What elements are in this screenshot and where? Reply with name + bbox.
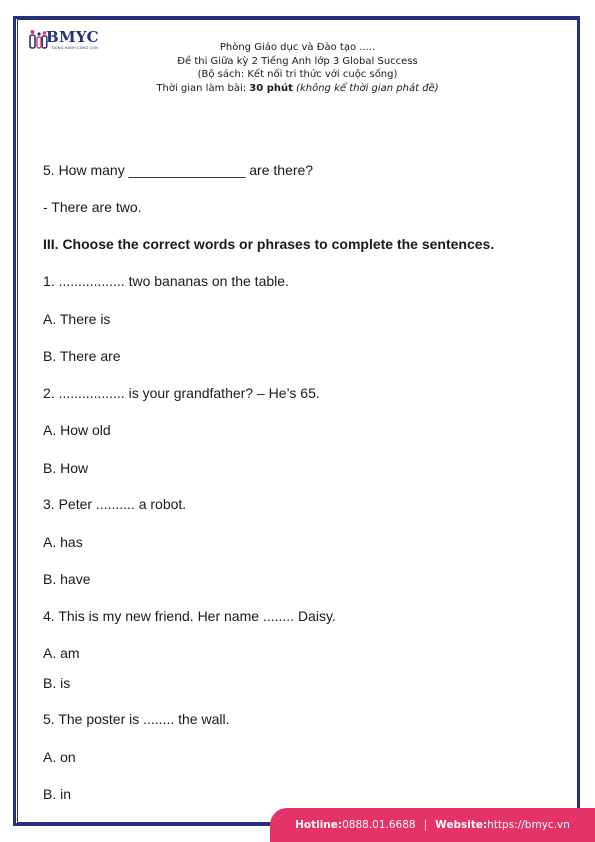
answer-text: - There are two. xyxy=(43,199,142,215)
option-3b: B. have xyxy=(43,571,91,587)
hotline-value[interactable]: 0888.01.6688 xyxy=(342,819,416,831)
section-heading: III. Choose the correct words or phrases to complete the sentences. xyxy=(43,236,495,252)
header-line-4 xyxy=(0,82,595,96)
option-3a: A. has xyxy=(43,534,83,550)
question-3: 3. Peter .......... a robot. xyxy=(43,496,187,512)
option-2a: A. How old xyxy=(43,422,111,438)
option-4b: B. is xyxy=(43,675,71,691)
footer-separator: | xyxy=(423,819,428,831)
option-4a: A. am xyxy=(43,645,80,661)
header-line-2: Đề thi Giữa kỳ 2 Tiếng Anh lớp 3 Global Success xyxy=(177,55,418,67)
option-5b: B. in xyxy=(43,786,72,802)
option-1a: A. There is xyxy=(43,311,111,327)
header-line-3: (Bộ sách: Kết nối tri thức với cuộc sống) xyxy=(197,69,398,80)
option-2b: B. How xyxy=(43,460,89,476)
header-line-1: Phòng Giáo dục và Đào tạo ..... xyxy=(219,42,376,53)
time-value: 30 phút xyxy=(249,82,293,94)
option-1b: B. There are xyxy=(43,348,121,364)
website-label: Website: xyxy=(435,819,488,831)
question-5: 5. The poster is ........ the wall. xyxy=(43,711,230,727)
time-label: Thời gian làm bài: xyxy=(156,82,250,94)
website-link[interactable]: https://bmyc.vn xyxy=(487,819,570,831)
page-frame-inner xyxy=(17,19,578,823)
footer-contact-bar xyxy=(270,808,595,842)
document-header xyxy=(0,41,595,95)
time-note: (không kể thời gian phát đề) xyxy=(292,82,439,94)
hotline-label: Hotline: xyxy=(295,819,343,831)
question-1: 1. ................. two bananas on the table. xyxy=(43,273,289,289)
logo-name: BMYC xyxy=(46,28,99,46)
question-2: 2. ................. is your grandfather? – He’s 65. xyxy=(43,385,320,401)
question-text: 5. How many _______________ are there? xyxy=(43,162,314,178)
question-4: 4. This is my new friend. Her name ........ Daisy. xyxy=(43,608,336,624)
logo-tagline: ĐỒNG HÀNH CÙNG CON xyxy=(52,46,99,50)
option-5a: A. on xyxy=(43,749,76,765)
